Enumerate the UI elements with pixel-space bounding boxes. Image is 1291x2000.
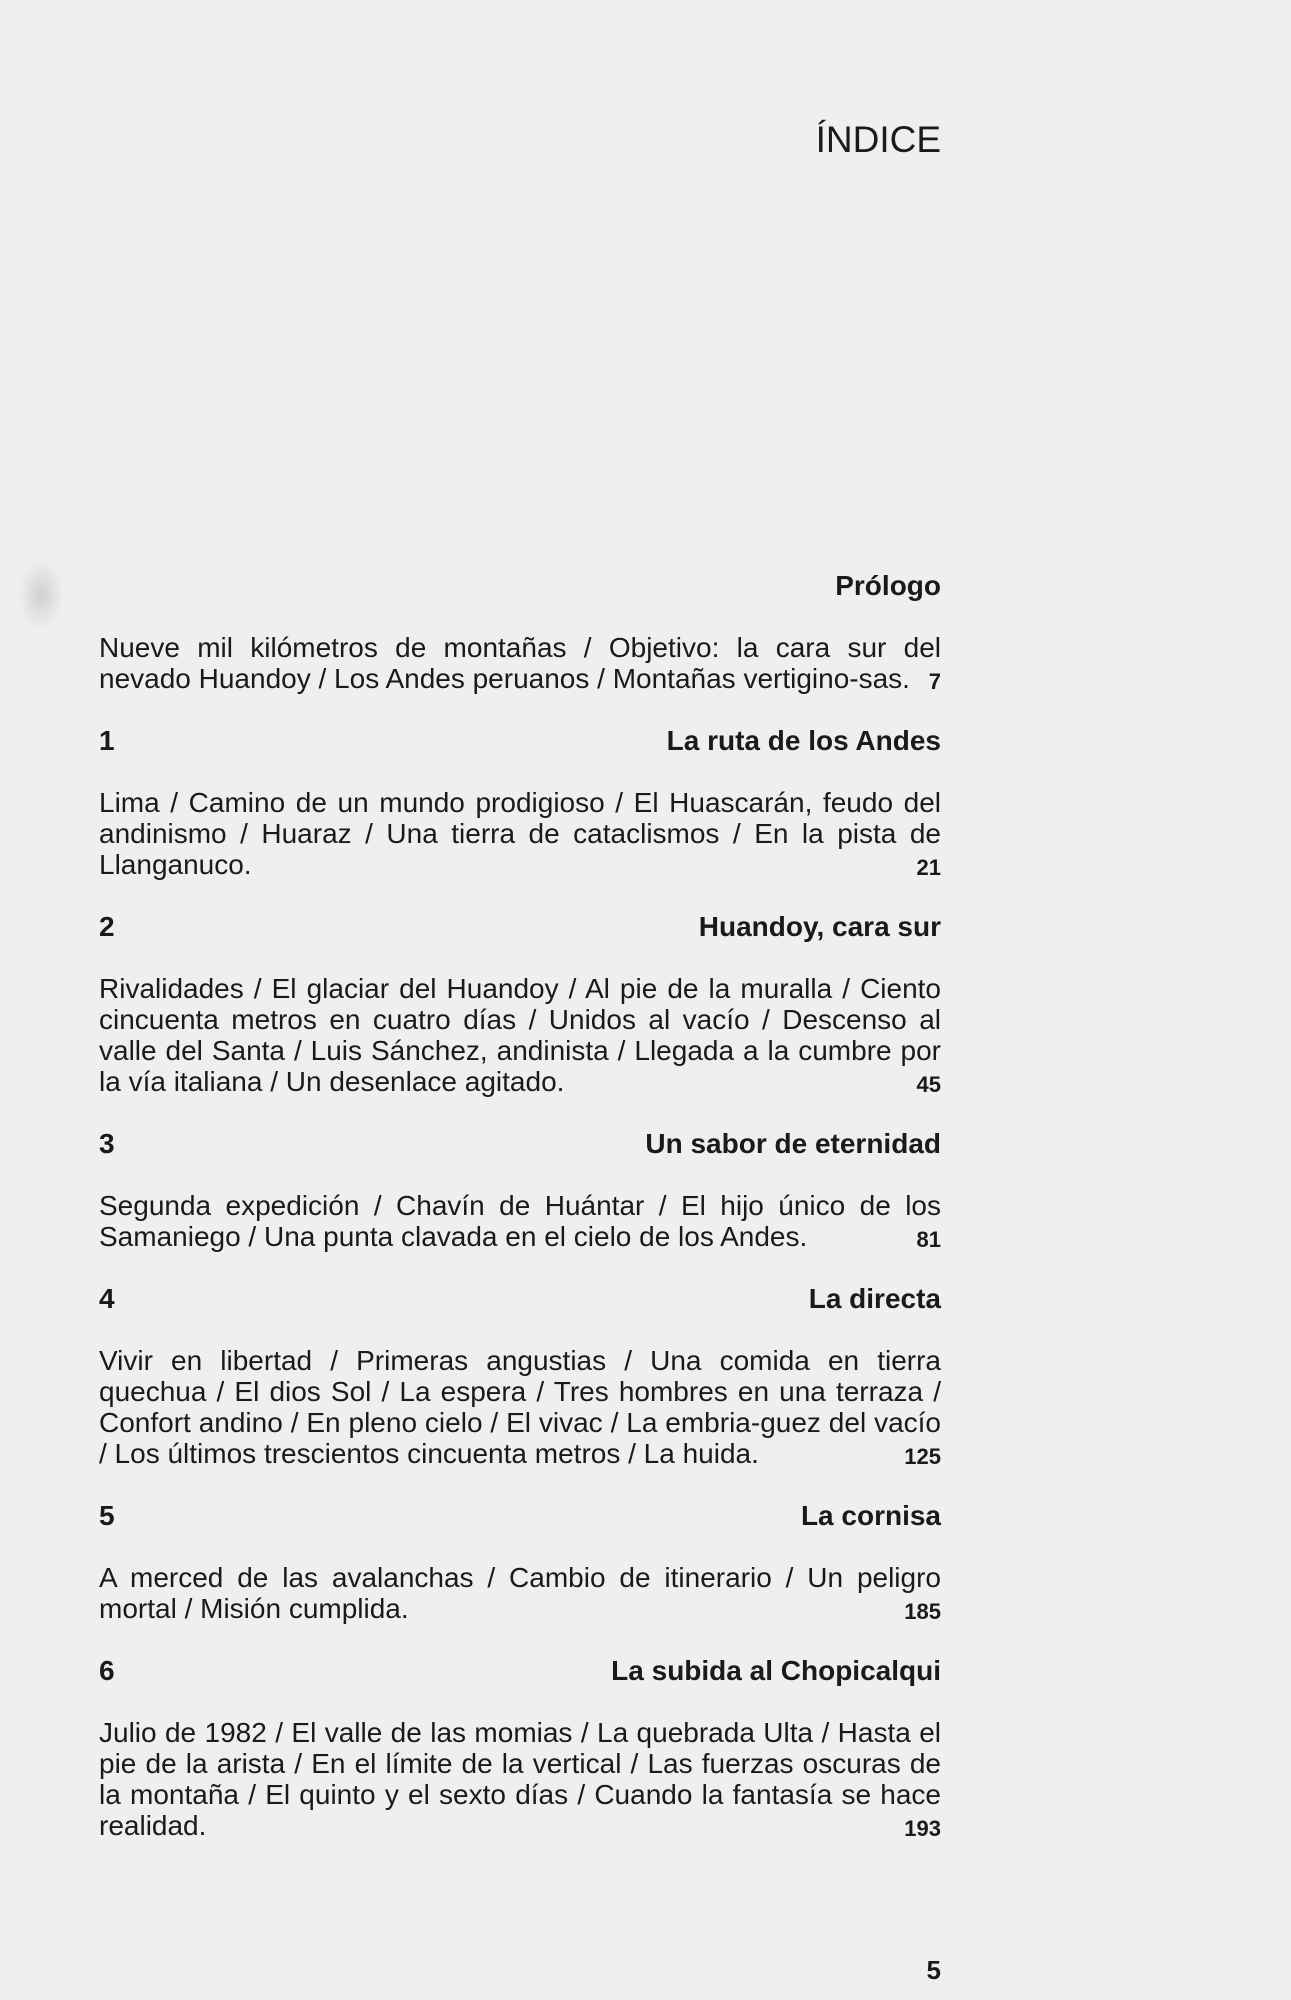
chapter-summary: Lima / Camino de un mundo prodigioso / El Huascarán, feudo del andinismo / Huaraz / Una tierra de cataclismos / En la pista de Llanganuco. [99,787,941,880]
chapter-title: La subida al Chopicalqui [611,1655,941,1686]
chapter-summary: Vivir en libertad / Primeras angustias / Una comida en tierra quechua / El dios Sol / La espera / Tres hombres en una terraza / Confort andino / En pleno cielo / El vivac / La embria-guez del vacío / Los últimos trescientos cincuenta metros / La huida. [99,1345,941,1469]
page-folio: 5 [926,1955,941,1985]
chapter-page-number: 21 [916,855,941,880]
chapter-heading [99,1655,941,1695]
table-of-contents [99,570,941,1844]
chapter-page-number: 45 [916,1072,941,1097]
chapter-description [99,1717,941,1844]
chapter-number: 4 [99,1283,115,1314]
chapter-summary: Julio de 1982 / El valle de las momias / La quebrada Ulta / Hasta el pie de la arista / En el límite de la vertical / Las fuerzas oscuras de la montaña / El quinto y el sexto días / Cuando la fantasía se hace realidad. [99,1717,941,1841]
chapter-number: 1 [99,725,115,756]
chapter-title: La ruta de los Andes [666,725,941,756]
chapter-page-number: 7 [928,669,941,694]
chapter-heading [99,725,941,765]
chapter-description [99,632,941,697]
chapter-summary: A merced de las avalanchas / Cambio de itinerario / Un peligro mortal / Misión cumplida. [99,1562,941,1624]
chapter-heading [99,1283,941,1323]
toc-entry [99,1500,941,1627]
chapter-page-number: 193 [904,1816,941,1841]
chapter-summary: Segunda expedición / Chavín de Huántar / El hijo único de los Samaniego / Una punta clavada en el cielo de los Andes. [99,1190,941,1252]
chapter-description [99,1190,941,1255]
toc-entry-prologue [99,570,941,697]
chapter-title: Un sabor de eternidad [645,1128,941,1159]
toc-entry [99,1655,941,1844]
chapter-title: Huandoy, cara sur [698,911,941,942]
chapter-heading [99,570,941,610]
toc-entry [99,1128,941,1255]
toc-entry [99,911,941,1100]
chapter-page-number: 125 [904,1444,941,1469]
chapter-heading [99,1128,941,1168]
chapter-summary: Nueve mil kilómetros de montañas / Objetivo: la cara sur del nevado Huandoy / Los Andes peruanos / Montañas vertigino-sas. [99,632,941,694]
chapter-number: 5 [99,1500,115,1531]
chapter-description [99,787,941,883]
toc-entry [99,725,941,883]
chapter-title: La directa [808,1283,941,1314]
page-title: ÍNDICE [815,118,941,160]
chapter-heading [99,911,941,951]
chapter-number: 6 [99,1655,115,1686]
chapter-title: La cornisa [800,1500,941,1531]
chapter-heading [99,1500,941,1540]
chapter-title: Prólogo [835,570,941,601]
chapter-summary: Rivalidades / El glaciar del Huandoy / Al pie de la muralla / Ciento cincuenta metros en cuatro días / Unidos al vacío / Descenso al valle del Santa / Luis Sánchez, andinista / Llegada a la cumbre por la vía italiana / Un desenlace agitado. [99,973,941,1097]
chapter-page-number: 185 [904,1599,941,1624]
toc-entry [99,1283,941,1472]
chapter-page-number: 81 [916,1227,941,1252]
chapter-description [99,1345,941,1472]
page-smudge [18,560,64,630]
chapter-number: 2 [99,911,115,942]
chapter-description [99,1562,941,1627]
chapter-description [99,973,941,1100]
chapter-number: 3 [99,1128,115,1159]
